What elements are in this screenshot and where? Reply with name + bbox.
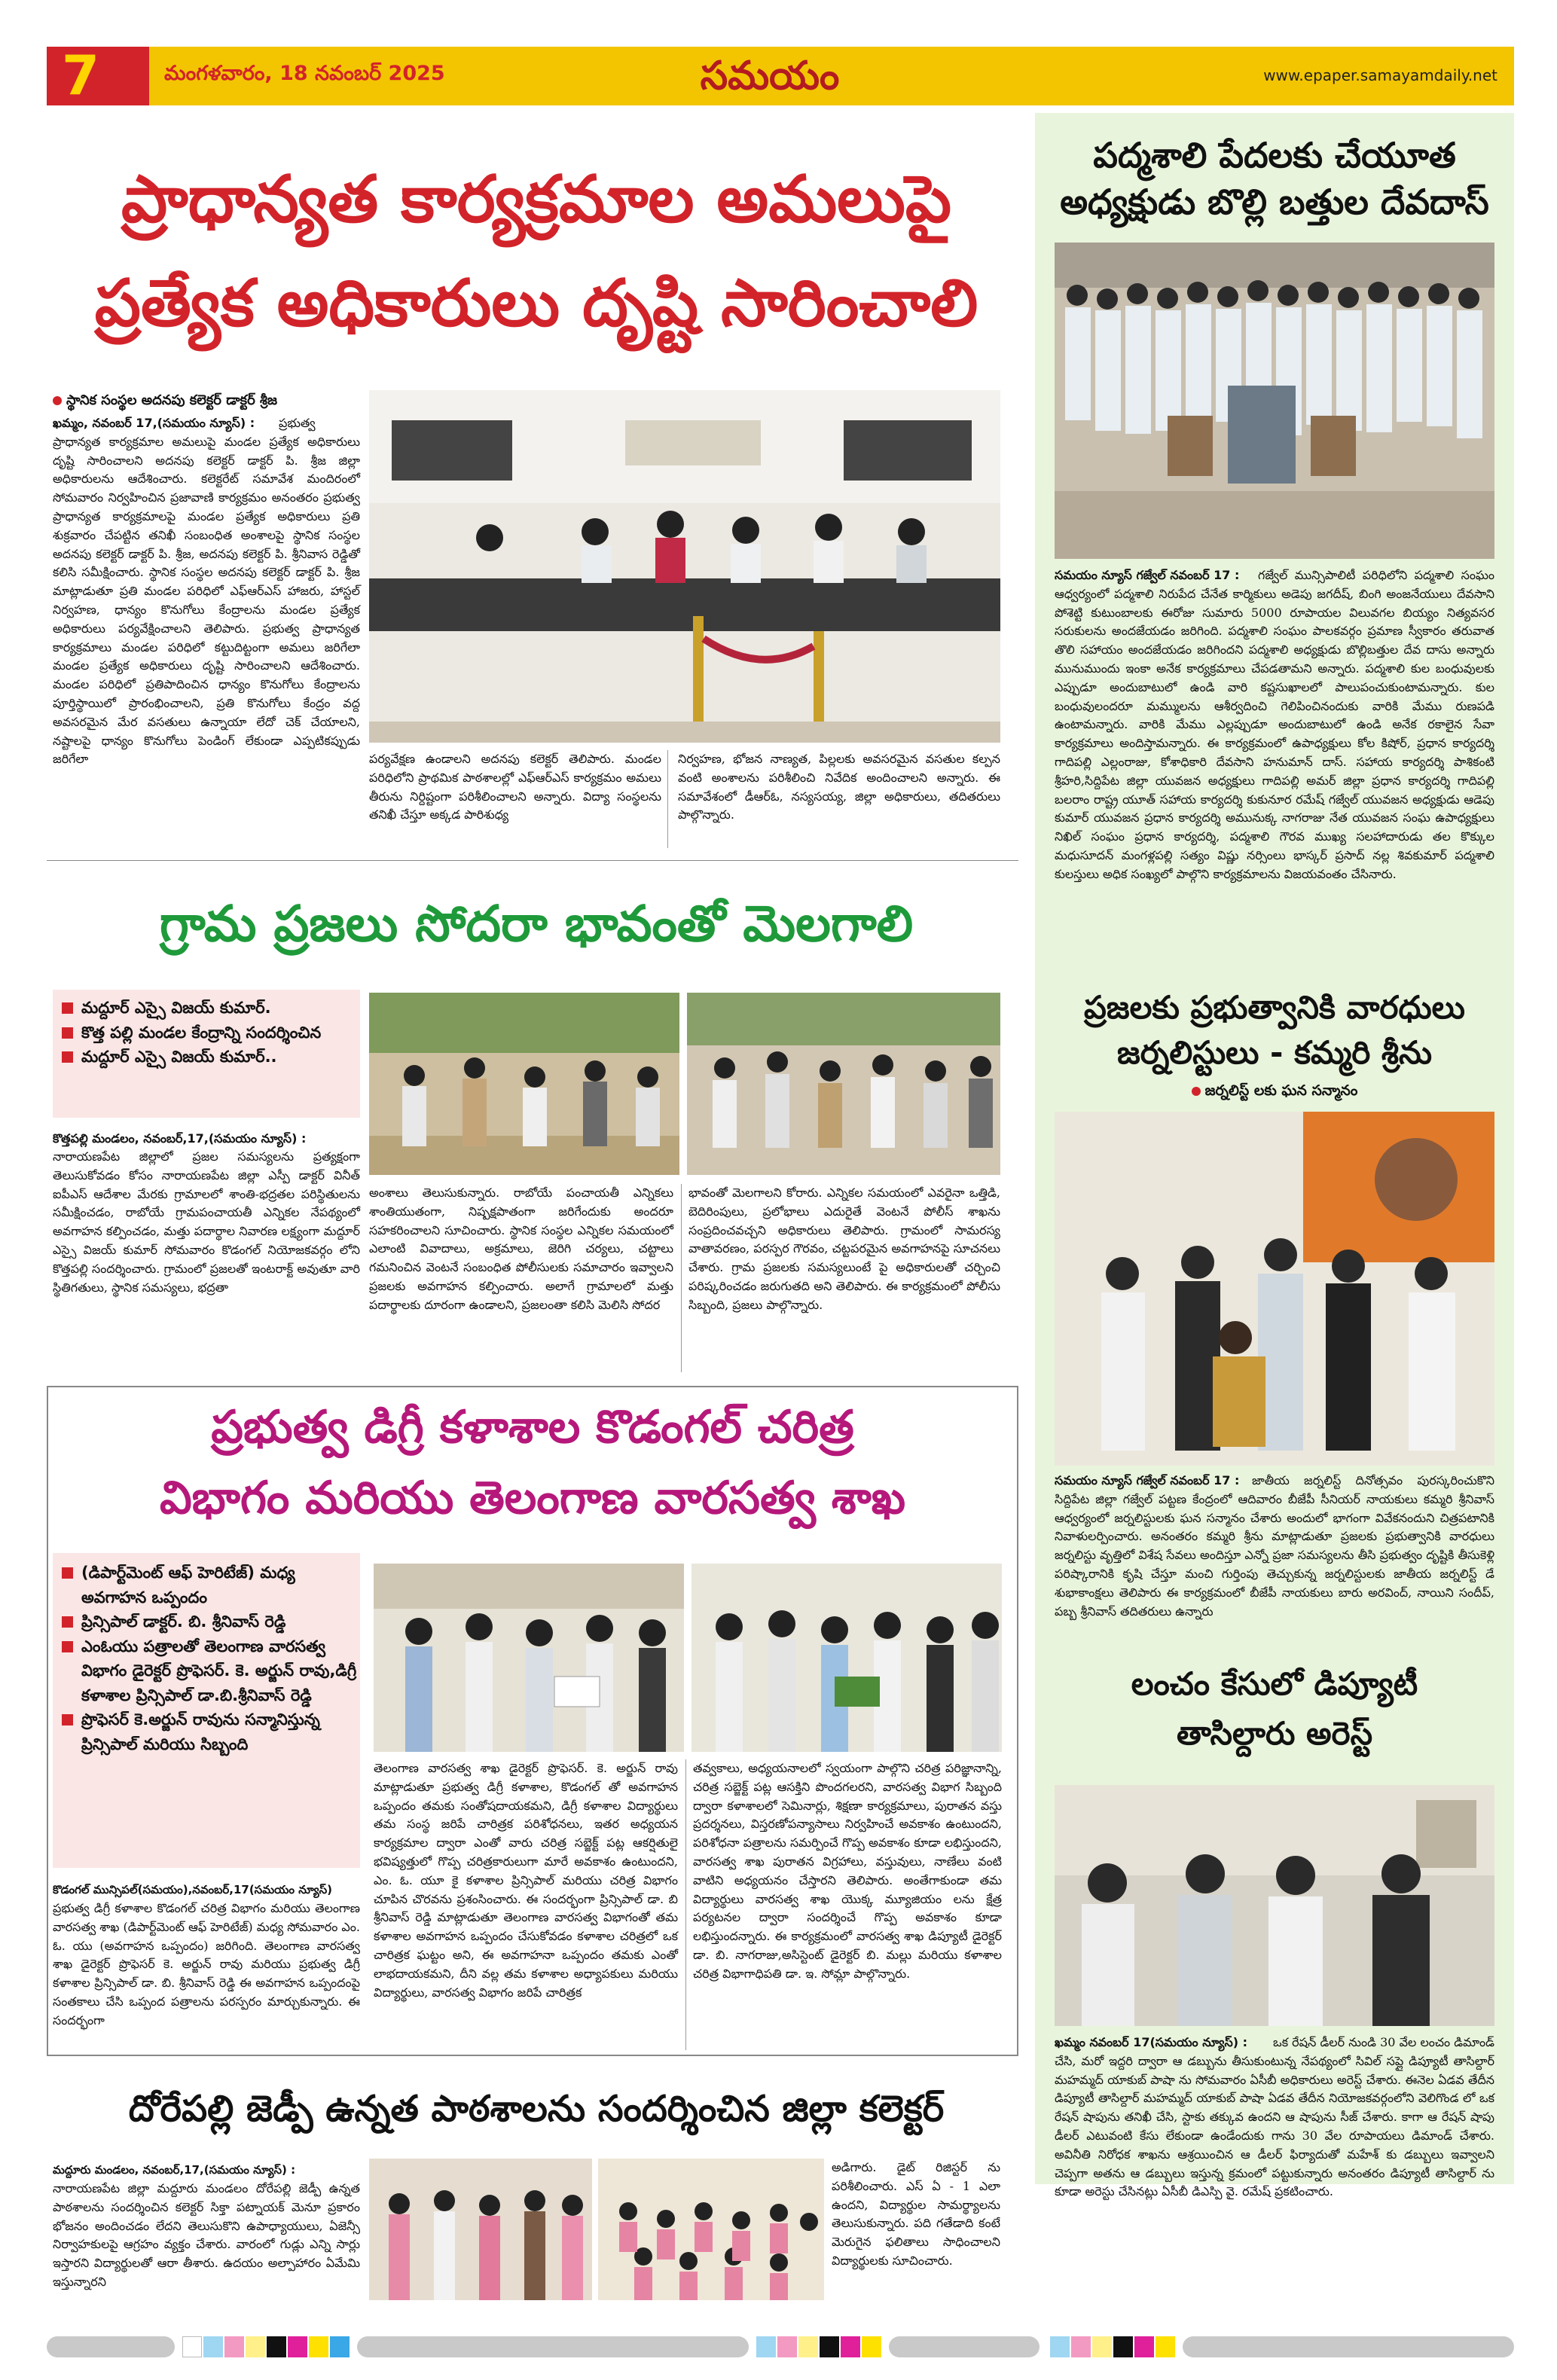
classroom-photo-icon — [598, 2159, 824, 2300]
footer-color-swatch — [246, 2336, 265, 2357]
right2-tagline — [1043, 1080, 1507, 1102]
footer-color-swatch — [798, 2336, 818, 2357]
footer-color-swatch — [777, 2336, 797, 2357]
meeting-hall-photo-icon — [369, 390, 1000, 743]
footer-color-swatch — [1113, 2336, 1133, 2357]
right3-headline-line1: లంచం కేసులో డిప్యూటీ — [1131, 1665, 1418, 1702]
footer-color-swatch — [330, 2336, 350, 2357]
story1-body-col2: పర్యవేక్షణ ఉండాలని అదనపు కలెక్టర్ తెలిపారు. మండల పరిధిలోని ప్రాథమిక పాఠశాలల్లో ఎఫ్ఆర్ఎస్ కార్యక్రమం అమలు తీరును నిర్దిష్టంగా పరిశీలించాలని అన్నారు. విద్యా సంస్థలను తనిఖీ చేస్తూ అక్కడ పారిశుధ్య — [369, 752, 661, 822]
bullet-item: మద్దూర్ ఎస్సై విజయ్ కుమార్. — [59, 996, 357, 1021]
story3-photo-1 — [374, 1564, 684, 1752]
footer-color-swatch — [267, 2336, 286, 2357]
story3-headline-line2: విభాగం మరియు తెలంగాణ వారసత్వ శాఖ — [159, 1472, 906, 1524]
story3-photo-2 — [691, 1564, 1002, 1752]
footer-color-swatch — [1134, 2336, 1154, 2357]
footer-color-swatch — [309, 2336, 328, 2357]
right1-headline-line2: అధ్యక్షుడు బొల్లి బత్తుల దేవదాస్ — [1060, 182, 1489, 222]
right2-headline-line2: జర్నలిస్టులు - కమ్మరి శ్రీను — [1117, 1034, 1432, 1071]
footer-color-swatch — [841, 2336, 860, 2357]
felicitation-group-photo-icon — [691, 1564, 1002, 1752]
story2-body-col3: భావంతో మెలగాలని కోరారు. ఎన్నికల సమయంలో ఎవరైనా ఒత్తిడి, బెదిరింపులు, ప్రలోభాలు ఎదురైతే వెంటనే పోలీస్ శాఖను సంప్రదించవచ్చని అధికారులు తెలిపారు. గ్రామంలో సామరస్య వాతావరణం, పరస్పర గౌరవం, చట్టపరమైన అవగాహనపై సూచనలు చేశారు. గ్రామ ప్రజలకు సమస్యలుంటే పై అధికారులతో చర్చించి పరిష్కరించడం జరుగుతది అని తెలిపారు. ఈ కార్యక్రమంలో పోలీసు సిబ్బంది, ప్రజలు పాల్గొన్నారు. — [688, 1185, 1000, 1312]
footer-registration-bar — [47, 2336, 1514, 2357]
right2-headline-line1: ప్రజలకు ప్రభుత్వానికి వారధులు — [1084, 989, 1465, 1026]
footer-color-swatch — [1092, 2336, 1112, 2357]
mou-exchange-photo-icon — [374, 1564, 684, 1752]
story2-divider — [681, 1184, 682, 1372]
story3-body-col3: తవ్వకాలు, అధ్యయనాలలో స్వయంగా పాల్గొని చరిత్ర పరిజ్ఞానాన్ని, చరిత్ర సబ్జెక్ట్ పట్ల ఆసక్తిని పొందగలరని, వారసత్వ విభాగ సిబ్బంది ద్వారా కళాశాలలో సెమినార్లు, శిక్షణా కార్యక్రమాలు, పురాతన వస్తు ప్రదర్శనలు, విస్తరణోపన్యాసాలు నిర్వహించే అవకాశం ఉంటుందని, పరిశోధనా పత్రాలను సమర్పించే గొప్ప అవకాశం కూడా లభిస్తుందని, వారసత్వ శాఖ పురాతన విగ్రహాలు, వస్తువులు, నాణేలు వంటి వాటిని అధ్యయనం చేస్తారని తెలిపారు. అంతేగాకుండా తమ విద్యార్థులు వారసత్వ శాఖ యొక్క మ్యూజియం లను క్షేత్ర పర్యటనల ద్వారా సందర్శించే గొప్ప అవకాశం కూడా లభిస్తుందన్నారు. ఈ కార్యక్రమంలో వారసత్వ శాఖ డిప్యూటీ డైరెక్టర్ డా. బి. నాగరాజు,అసిస్టెంట్ డైరెక్టర్ బి. మల్లు మరియు కళాశాల చరిత్ర విభాగాధిపతి డా. ఇ. సోమ్లా పాల్గొన్నారు. — [693, 1761, 1002, 1981]
bullet-item: ప్రిన్సిపాల్ డాక్టర్. బి. శ్రీనివాస్ రెడ్డి — [59, 1610, 357, 1634]
right2-photo — [1055, 1112, 1494, 1466]
right1-body: గజ్వేల్ మున్సిపాలిటీ పరిధిలోని పద్మశాలి సంఘం ఆధ్వర్యంలో పద్మశాలి నిరుపేద చేనేత కార్మికులు అడెపు జగదీష్, బింగి అంజనేయులు దేవసాని పోశెట్టి కుటుంబాలకు ఈరోజు సుమారు 5000 రూపాయల విలువగల బియ్యం నిత్యవసర సరుకులను అందజేయడం జరిగింది. పద్మశాలి సంఘం పాలకవర్గం ప్రమాణ స్వీకారం తరువాత తొలి సహాయం అందజేయడం జరిగిందని పద్మశాలి అధ్యక్షుడు బొల్లిబత్తుల దేవ దాసు అన్నారు మునుముందు ఇంకా అనేక కార్యక్రమాలు చేపడతామని అన్నారు. పద్మశాలి కుల బంధువులకు ఎప్పుడూ అందుబాటులో ఉండి వారి కష్టసుఖాలలో పాలుపంచుకుంటామన్నారు. కుల బంధువులందరూ మమ్ములను ఆశీర్వదించి గెలిపించినందుకు వారికి మేము రుణపడి ఉంటామన్నారు. వారికి మేము ఎల్లప్పుడూ అందుబాటులో ఉండి అనేక రకాలైన సేవా కార్యక్రమాలు అందిస్తామన్నారు. ఈ కార్యక్రమంలో ఉపాధ్యక్షులు కోల కిషోర్, ప్రధాన కార్యదర్శి గాదిపల్లి ఎల్లంరాజు, కోశాధికారి దేవసాని హనుమాన్ దాస్. సహాయ కార్యదర్శి పాశికంటి శ్రీహరి,సిద్దిపేట జిల్లా యువజన అధ్యక్షులు గాదిపల్లి అమర్ జిల్లా ప్రధాన కార్యదర్శి గాదిపల్లి బలరాం రాష్ట్ర యూత్ సహాయ కార్యదర్శి కుకునూర రమేష్ గజ్వేల్ యువజన అధ్యక్షుడు ఆడెపు కుమార్ యువజన ప్రధాన కార్యదర్శి అమునుక్క నాగరాజు నేత యువజన సంఘ ఉపాధ్యక్షులు నిఖిల్ సంఘం ప్రధాన కార్యదర్శి, పద్మశాలి గౌరవ ముఖ్య సలహాదారుడు తల కొక్కుల మధుసూదన్ మంగళ్లపల్లి సత్యం విష్ణు నర్సింలు భాస్కర్ ప్రసాద్ నల్ల శివకుమార్ పద్మశాలి కులస్తులు అధిక సంఖ్యలో పాల్గొని కార్యక్రమాలను విజయవంతం చేసినారు. — [1055, 568, 1494, 881]
right1-dateline: సమయం న్యూస్ గజ్వేల్ నవంబర్ 17 : — [1055, 568, 1240, 582]
village-meeting-photo-icon — [369, 993, 679, 1175]
page-number: 7 — [61, 44, 100, 107]
right3-body: ఒక రేషన్ డీలర్ నుండి 30 వేల లంచం డిమాండ్ చేసి, మరో ఇద్దరి ద్వారా ఆ డబ్బును తీసుకుంటున్న నేపథ్యంలో సివిల్ సప్లై డిప్యూటీ తాసిల్దార్ మహమ్మద్ యాకుబ్ పాషా ను సోమవారం ఏసీబీ అధికారులు అరెస్ట్ చేశారు. ఈనెల ఏడవ తేదీన డిప్యూటీ తాసిల్దార్ మహమ్మద్ యాకుబ్ పాషా ఏడవ తేదీన నియోజకవర్గంలోని వెలిగొండ లో ఒక రేషన్ షాపును తనిఖీ చేసి, స్టాకు తక్కువ ఉందని ఆ షాపును సీజ్ చేశారు. కాగా ఆ రేషన్ షాపు డీలర్ ఎటువంటి కేసు లేకుండా ఉండేందుకు గాను 30 వేల రూపాయలు డిమాండ్ చేశారు. అవినీతి నిరోధక శాఖను ఆశ్రయించిన ఆ డీలర్ ఫిర్యాదుతో మహేశ్ కు డబ్బులు ఇవ్వాలని చెప్పగా అతను ఆ డబ్బులు ఇస్తున్న క్రమంలో పట్టుకున్నారు అనంతరం డిప్యూటీ తాసిల్దార్ ను కూడా అరెస్టు చేసినట్లు ఏసీబీ డిఎస్పి వై. రమేష్ ప్రకటించారు. — [1055, 2035, 1494, 2199]
village-gathering-photo-icon — [687, 993, 1000, 1175]
tagline-dot-icon — [1192, 1087, 1201, 1096]
footer-color-swatch — [756, 2336, 776, 2357]
right3-headline-line2: తాసిల్దారు అరెస్ట్ — [1176, 1715, 1373, 1752]
footer-color-swatch — [203, 2336, 223, 2357]
story1-body-col3: నిర్వహణ, భోజన నాణ్యత, పిల్లలకు అవసరమైన వసతుల కల్పన వంటి అంశాలను పరిశీలించి నివేదిక అందించాలని అన్నారు. ఈ సమావేశంలో డీఆర్ఓ, నస్యసయ్య, జిల్లా అధికారులు, తదితరులు పాల్గొన్నారు. — [678, 752, 1000, 822]
story3-bullets — [59, 1561, 357, 1756]
footer-bar-segment — [1183, 2336, 1514, 2357]
story2-headline: గ్రామ ప్రజలు సోదరా భావంతో మెలగాలి — [159, 895, 914, 953]
footer-bar-segment — [357, 2336, 749, 2357]
right1-headline-line1: పద్మశాలి పేదలకు చేయూత — [1093, 135, 1456, 175]
masthead — [47, 44, 1514, 107]
story4-body-col1: నారాయణపేట జిల్లా మద్దూరు మండలం దోరేపల్లి జెడ్పీ ఉన్నత పాఠశాలను సందర్శించిన కలెక్టర్ సిక్తా పట్నాయక్ మెనూ ప్రకారం భోజనం అందించడం లేదని తెలుసుకొని ఉపాధ్యాయులు, ఏజెన్సీ నిర్వాహకులపై ఆగ్రహం వ్యక్తం చేశారు. వారంలో గుడ్లు ఎన్ని సార్లు ఇస్తారని విద్యార్థులతో ఆరా తీశారు. ఉదయం అల్పాహారం ఏమేమి ఇస్తున్నారని — [53, 2181, 360, 2289]
story1-body-col1: ప్రభుత్వ ప్రాధాన్యత కార్యక్రమాల అమలుపై మండల ప్రత్యేక అధికారులు దృష్టి సారించాలని అదనపు కలెక్టర్ డాక్టర్ పి. శ్రీజ జిల్లా అధికారులను ఆదేశించారు. కలెక్టరేట్ సమావేశ మందిరంలో సోమవారం నిర్వహించిన ప్రజావాణి కార్యక్రమం అనంతరం ప్రభుత్వ ప్రాధాన్యత కార్యక్రమాలపై మండల ప్రత్యేక అధికారులు ప్రతి శుక్రవారం చేపట్టిన తనిఖీ సంబంధిత అంశాలపై స్థానిక సంస్థల అదనపు కలెక్టర్ డాక్టర్ పి. శ్రీజ, అదనపు కలెక్టర్ పి. శ్రీనివాస రెడ్డితో కలిసి సమీక్షించారు. స్థానిక సంస్థల అదనపు కలెక్టర్ డాక్టర్ పి. శ్రీజ మాట్లాడుతూ ప్రతి మండల పరిధిలో ఎఫ్ఆర్ఎస్ హాజరు, హాస్టల్ నిర్వహణ, ధాన్యం కొనుగోలు కేంద్రాలను మండల ప్రత్యేక అధికారులు పర్యవేక్షించాలని తెలిపారు. ప్రభుత్వ ప్రాధాన్యత కార్యక్రమాలు మండల పరిధిలో కట్టుదిట్టంగా అమలు జరిగేలా మండల ప్రత్యేక అధికారులు దృష్టి సారించాలని ఆదేశించారు. మండల పరిధిలో ప్రతిపాదించిన ధాన్యం కొనుగోలు కేంద్రాలను పూర్తిస్థాయిలో ప్రారంభించాలని, ప్రతి కొనుగోలు కేంద్రం వద్ద అవసరమైన మేర వసతులు ఉన్నాయా లేదో చెక్ చేయాలని, నష్టాలపై ధాన్యం కొనుగోలు పెండింగ్ లేకుండా ఎప్పటికప్పుడు జరిగేలా — [53, 416, 360, 767]
bullet-item: మద్దూర్ ఎస్సై విజయ్ కుమార్.. — [59, 1045, 357, 1069]
right3-dateline: ఖమ్మం నవంబర్ 17(సమయం న్యూస్) : — [1055, 2035, 1247, 2049]
story4-dateline: మద్దూరు మండలం, నవంబర్,17,(సమయం న్యూస్) : — [53, 2163, 296, 2177]
story1-headline-line1: ప్రాధాన్యత కార్యక్రమాల అమలుపై — [121, 162, 952, 237]
bullet-item: ఎంఓయు పత్రాలతో తెలంగాణ వారసత్వ విభాగం డైరెక్టర్ ప్రొఫెసర్. కె. అర్జున్ రావు,డిగ్రీ కళాశాల ప్రిన్సిపాల్ డా.బి.శ్రీనివాస్ రెడ్డి — [59, 1634, 357, 1708]
school-visit-photo-icon — [369, 2159, 592, 2300]
story1-headline-line2: ప్రత్యేక అధికారులు దృష్టి సారించాలి — [94, 266, 978, 341]
story1-tagline-text: స్థానిక సంస్థల అదనపు కలెక్టర్ డాక్టర్ శ్రీజ — [66, 392, 278, 408]
story4-photo-1 — [369, 2159, 592, 2300]
story4-body-col3: అడిగారు. డైట్ రిజిస్టర్ ను పరిశీలించారు. ఎస్ ఏ - 1 ఎలా ఉందని, విద్యార్థుల సామర్థ్యాలను తెలుసుకున్నారు. పది గతేడాది కంటే మెరుగైన ఫలితాలు సాధించాలని విద్యార్థులకు సూచించారు. — [832, 2160, 1000, 2268]
story2-body-col1: నారాయణపేట జిల్లాలో ప్రజల సమస్యలను ప్రత్యక్షంగా తెలుసుకోవడం కోసం నారాయణపేట జిల్లా ఎస్పీ డాక్టర్ వినీత్ ఐపీఎస్ ఆదేశాల మేరకు గ్రామాలలో శాంతి-భద్రతల పరిస్థితులను సమీక్షించడం, రాబోయే గ్రామపంచాయతీ ఎన్నికల నేపథ్యంలో అవగాహన కల్పించడం, మత్తు పదార్థాల నివారణ లక్ష్యంగా మద్దూర్ ఎస్సై విజయ్ కుమార్ సోమవారం కొడంగల్ నియోజకవర్గం లోని కొత్తపల్లి సందర్శించారు. గ్రామంలో ప్రజలతో ఇంటరాక్ట్ అవుతూ వారి స్థితిగతులు, స్థానిక సమస్యలు, భద్రతా — [53, 1149, 360, 1295]
footer-color-swatch — [862, 2336, 881, 2357]
story3-headline-line1: ప్రభుత్వ డిగ్రీ కళాశాల కొడంగల్ చరిత్ర — [211, 1401, 854, 1454]
story1-tagline — [53, 390, 369, 410]
story3-body-col2: తెలంగాణ వారసత్వ శాఖ డైరెక్టర్ ప్రొఫెసర్. కె. అర్జున్ రావు మాట్లాడుతూ ప్రభుత్వ డిగ్రీ కళాశాల, కొడంగల్ తో అవగాహన ఒప్పందం తమకు సంతోషదాయకమని, డిగ్రీ కళాశాల విద్యార్థులు తమ సంస్థ జరిపే చారిత్రక పరిశోధనలు, ఇతర అధ్యయన కార్యక్రమాల ద్వారా ఎంతో వారు చరిత్ర సబ్జెక్ట్ పట్ల ఆకర్షితులై భవిష్యత్తులో గొప్ప చరిత్రకారులుగా మారే అవకాశం ఉంటుందని, ఎం. ఓ. యూ కై కళాశాల ప్రిన్సిపాల్ మరియు చరిత్ర విభాగం చూపిన చొరవను ప్రశంసించారు. ఈ సందర్భంగా ప్రిన్సిపాల్ డా. బి శ్రీనివాస్ రెడ్డి మాట్లాడుతూ తెలంగాణ వారసత్వ విభాగంతో తమ కళాశాల అవగాహన ఒప్పందం చేసుకోవడం కళాశాల చరిత్రలో ఒక చారిత్రక ఘట్టం అని, ఈ అవగాహనా ఒప్పందం తమకు ఎంతో లాభదాయకమని, దీని వల్ల తమ కళాశాల అధ్యాపకులు మరియు విద్యార్థులు, వారసత్వ విభాగం జరిపే చారిత్రక — [374, 1761, 678, 2000]
story4-headline: దోరేపల్లి జెడ్పీ ఉన్నత పాఠశాలను సందర్శించిన జిల్లా కలెక్టర్ — [128, 2088, 945, 2130]
footer-bar-segment — [47, 2336, 175, 2357]
right2-dateline: సమయం న్యూస్ గజ్వేల్ నవంబర్ 17 : — [1055, 1473, 1240, 1488]
bullet-item: ప్రొఫెసర్ కె.అర్జున్ రావును సన్మానిస్తున్న ప్రిన్సిపాల్ మరియు సిబ్బంది — [59, 1707, 357, 1756]
right2-body: జాతీయ జర్నలిస్ట్ దినోత్సవం పురస్కరించుకొని సిద్దిపేట జిల్లా గజ్వేల్ పట్టణ కేంద్రంలో ఆదివారం బీజేపీ సీనియర్ నాయకులు కమ్మరి శ్రీనివాస్ ఆధ్వర్యంలో జర్నలిస్టులకు ఘన సన్మానం చేశారు అందులో భాగంగా వివేకనందుని చిత్రపటానికి నివాళులర్పించారు. అనంతరం కమ్మరి శ్రీను మాట్లాడుతూ ప్రజలకు ప్రభుత్వానికి వారధులు జర్నలిస్టు వృత్తిలో విశేష సేవలు అందిస్తూ ఎన్నో ప్రజా సమస్యలను తీసి ప్రభుత్వం దృష్టికి తీసుకెళ్లి పరిష్కారానికి కృషి చేస్తూ మంచి గుర్తింపు తెచ్చుకున్న జర్నలిస్టులకు జాతీయ జర్నలిస్ట్ డే శుభాకాంక్షలు తెలిపారు ఈ కార్యక్రమంలో బీజేపీ నాయకులు బారు అరవింద్, నాయిని సందీప్, పబ్బ శ్రీనివాస్ తదితరులు ఉన్నారు — [1055, 1473, 1495, 1619]
right3-photo — [1055, 1785, 1494, 2026]
footer-bar-segment — [889, 2336, 1040, 2357]
footer-color-swatch — [1071, 2336, 1091, 2357]
office-photo-icon — [1055, 1785, 1494, 2026]
footer-color-swatch — [1156, 2336, 1175, 2357]
footer-color-swatch — [224, 2336, 244, 2357]
masthead-url: www.epaper.samayamdaily.net — [1263, 66, 1497, 84]
story2-bullets — [59, 996, 357, 1069]
felicitation-photo-icon — [1055, 1112, 1494, 1466]
tagline-dot-icon — [53, 396, 62, 405]
story1-photo — [369, 390, 1000, 743]
story3-divider — [685, 1759, 686, 2050]
story2-dateline: కొత్తపల్లి మండలం, నవంబర్,17,(సమయం న్యూస్) : — [53, 1131, 307, 1146]
story1-dateline: ఖమ్మం, నవంబర్ 17,(సమయం న్యూస్) : — [53, 416, 255, 430]
story3-body-col1: ప్రభుత్వ డిగ్రీ కళాశాల కొడంగల్ చరిత్ర విభాగం మరియు తెలంగాణ వారసత్వ శాఖ (డిపార్ట్‌మెంట్ ఆఫ్ హెరిటేజ్) మధ్య సోమవారం ఎం. ఓ. యు (అవగాహన ఒప్పందం) జరిగింది. తెలంగాణ వారసత్వ శాఖ డైరెక్టర్ ప్రొఫెసర్ కె. అర్జున్ రావు మరియు ప్రభుత్వ డిగ్రీ కళాశాల ప్రిన్సిపాల్ డా. బి. శ్రీనివాస్ రెడ్డి ఈ అవగాహన ఒప్పందంపై సంతకాలు చేసి ఒప్పంద పత్రాలను పరస్పరం మార్చుకున్నారు. ఈ సందర్భంగా — [53, 1901, 360, 2028]
story3-dateline: కొడంగల్ మున్సిపల్(సమయం),నవంబర్,17(సమయం న్యూస్) — [53, 1883, 332, 1896]
right2-tagline-text: జర్నలిస్ట్ లకు ఘన సన్మానం — [1204, 1082, 1358, 1099]
story4-photo-2 — [598, 2159, 824, 2300]
section-divider — [47, 860, 1018, 861]
group-photo-icon — [1055, 243, 1494, 559]
masthead-date: మంగళవారం, 18 నవంబర్ 2025 — [164, 62, 445, 85]
story2-body-col2: అంశాలు తెలుసుకున్నారు. రాబోయే పంచాయతీ ఎన్నికలు శాంతియుతంగా, నిష్పక్షపాతంగా జరిగేందుకు అందరూ సహకరించాలని సూచించారు. స్థానిక సంస్థల ఎన్నికల సమయంలో ఎలాంటి వివాదాలు, అక్రమాలు, జెరిగి చర్యలు, చట్టాలు గమనించిన వెంటనే సంబంధిత పోలీసులకు సమాచారం ఇవ్వాలని ప్రజలకు అవగాహన కల్పించారు. అలాగే గ్రామాలలో మత్తు పదార్థాలకు దూరంగా ఉండాలని, ప్రజలంతా కలిసి మెలిసి సోదర — [369, 1185, 673, 1312]
footer-color-swatch — [288, 2336, 307, 2357]
bullet-item: కొత్త పల్లి మండల కేంద్రాన్ని సందర్శించిన — [59, 1021, 357, 1045]
right1-photo — [1055, 243, 1494, 559]
story2-photo-2 — [687, 993, 1000, 1175]
masthead-logo: సమయం — [700, 53, 840, 99]
bullet-item: (డిపార్ట్‌మెంట్ ఆఫ్ హెరిటేజ్) మధ్య అవగాహన ఒప్పందం — [59, 1561, 357, 1610]
footer-color-swatch — [820, 2336, 839, 2357]
footer-color-swatch — [182, 2336, 202, 2357]
story2-photo-1 — [369, 993, 679, 1175]
story1-divider — [667, 750, 668, 848]
footer-color-swatch — [1050, 2336, 1070, 2357]
